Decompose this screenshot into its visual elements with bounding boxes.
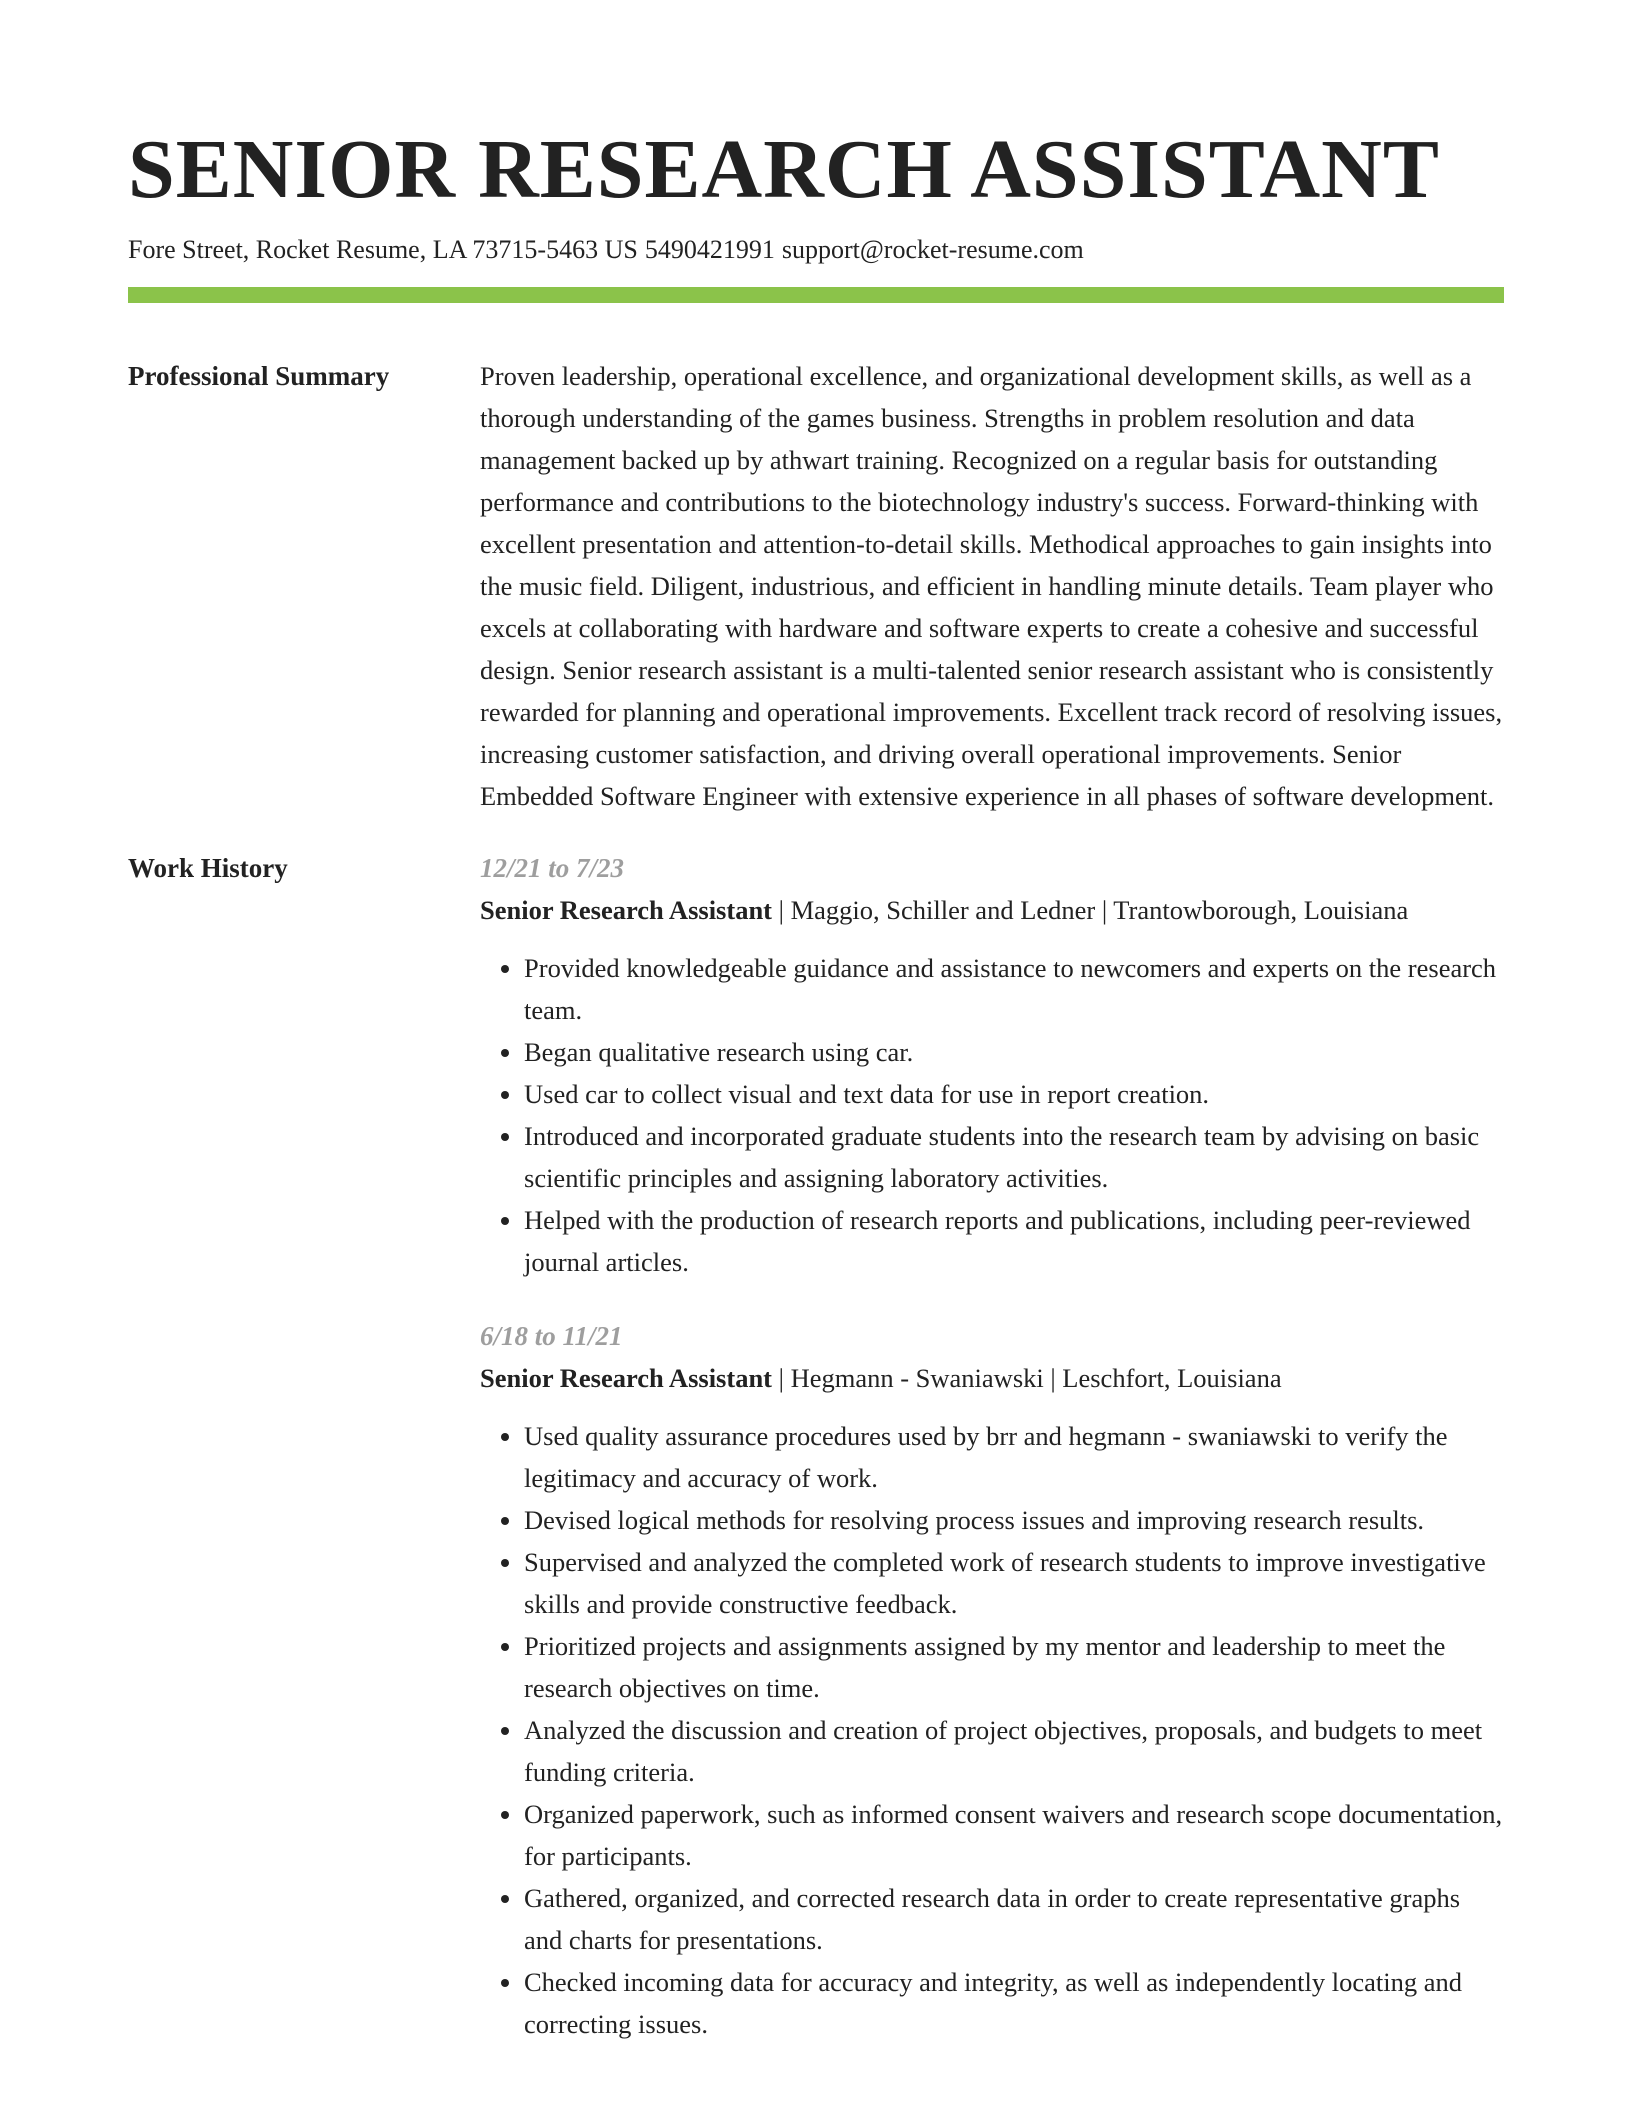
list-item: • Gathered, organized, and corrected research data in order to create representative graphs and charts for presentations.: [524, 1877, 1504, 1961]
list-item: • Analyzed the discussion and creation of project objectives, proposals, and budgets to meet funding criteria.: [524, 1709, 1504, 1793]
resume-page: [128, 120, 1504, 2045]
list-item: • Provided knowledgeable guidance and assistance to newcomers and experts on the research team.: [524, 947, 1504, 1031]
job-dates: 12/21 to 7/23: [480, 853, 625, 883]
list-item: • Introduced and incorporated graduate students into the research team by advising on basic scientific principles and assigning laboratory activities.: [524, 1115, 1504, 1199]
job-title: Senior Research Assistant: [480, 895, 773, 925]
resume-name: SENIOR RESEARCH ASSISTANT: [128, 123, 1440, 216]
list-item: • Checked incoming data for accuracy and integrity, as well as independently locating and correcting issues.: [524, 1961, 1504, 2045]
contact-line: [128, 234, 1504, 266]
job-heading: [480, 889, 1504, 931]
work-history-section: [128, 847, 1504, 2045]
job-heading: [480, 1357, 1504, 1399]
address: Fore Street, Rocket Resume, LA 73715-5463 US: [128, 235, 638, 264]
job-details: | Hegmann - Swaniawski | Leschfort, Louisiana: [772, 1363, 1282, 1393]
job-bullets: [480, 1415, 1504, 2045]
list-item: • Prioritized projects and assignments assigned by my mentor and leadership to meet the research objectives on time.: [524, 1625, 1504, 1709]
job-dates: 6/18 to 11/21: [480, 1321, 623, 1351]
accent-divider: [128, 287, 1504, 303]
list-item: • Began qualitative research using car.: [524, 1031, 1504, 1073]
job-bullets: [480, 947, 1504, 1283]
list-item: • Used car to collect visual and text data for use in report creation.: [524, 1073, 1504, 1115]
email: support@rocket-resume.com: [781, 235, 1084, 264]
job-entry: [480, 847, 1504, 1283]
list-item: • Helped with the production of research reports and publications, including peer-reviewed journal articles.: [524, 1199, 1504, 1283]
list-item: • Devised logical methods for resolving process issues and improving research results.: [524, 1499, 1504, 1541]
summary-text: Proven leadership, operational excellence, and organizational development skills, as well as a thorough understanding of the games business. Strengths in problem resolution and data management backed up by athwart training. Recognized on a regular basis for outstanding performance and contributions to the biotechnology industry's success. Forward-thinking with excellent presentation and attention-to-detail skills. Methodical approaches to gain insights into the music field. Diligent, industrious, and efficient in handling minute details. Team player who excels at collaborating with hardware and software experts to create a cohesive and successful design. Senior research assistant is a multi-talented senior research assistant who is consistently rewarded for planning and operational improvements. Excellent track record of resolving issues, increasing customer satisfaction, and driving overall operational improvements. Senior Embedded Software Engineer with extensive experience in all phases of software development.: [480, 361, 1503, 811]
list-item: • Organized paperwork, such as informed consent waivers and research scope documentation, for participants.: [524, 1793, 1504, 1877]
list-item: • Used quality assurance procedures used by brr and hegmann - swaniawski to verify the legitimacy and accuracy of work.: [524, 1415, 1504, 1499]
section-label-summary: Professional Summary: [128, 361, 390, 391]
job-details: | Maggio, Schiller and Ledner | Trantowborough, Louisiana: [772, 895, 1409, 925]
section-label-work-history: Work History: [128, 853, 288, 883]
phone: 5490421991: [644, 235, 775, 264]
professional-summary-section: [128, 355, 1504, 817]
job-entry: [480, 1315, 1504, 2045]
job-title: Senior Research Assistant: [480, 1363, 773, 1393]
list-item: • Supervised and analyzed the completed work of research students to improve investigative skills and provide constructive feedback.: [524, 1541, 1504, 1625]
